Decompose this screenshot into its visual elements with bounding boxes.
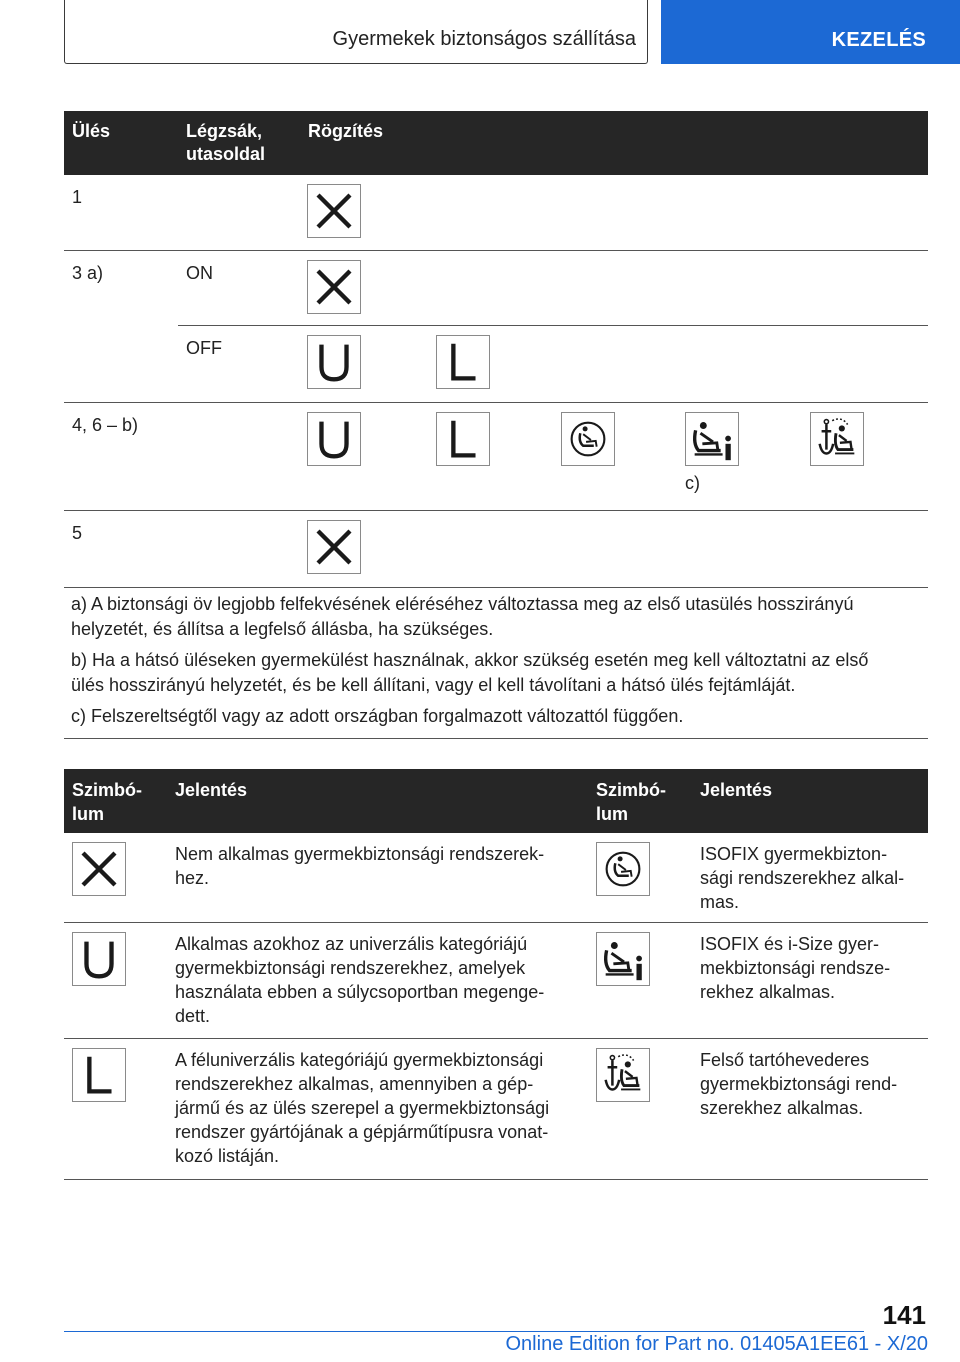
sub-row-divider xyxy=(178,325,928,326)
table-row xyxy=(64,403,928,511)
i-size-seat-icon xyxy=(685,412,739,466)
seat-mounting-table xyxy=(64,111,928,588)
cross-icon xyxy=(307,260,361,314)
top-tether-seat-icon xyxy=(596,1048,650,1102)
i-size-seat-icon xyxy=(596,932,650,986)
seat-label: 4, 6 – b) xyxy=(72,415,139,435)
header-airbag: Légzsák, utasoldal xyxy=(186,121,266,164)
table-row xyxy=(64,175,928,251)
airbag-off-label: OFF xyxy=(186,338,222,358)
header-meaning-2: Jelentés xyxy=(700,780,773,800)
semi-universal-l-icon xyxy=(436,412,490,466)
symbol-legend-table xyxy=(64,769,928,1180)
header-meaning-1: Jelentés xyxy=(175,780,248,800)
isofix-seat-icon xyxy=(561,412,615,466)
meaning-text: ISOFIX gyermekbizton- sági rendszerekhez alkal- mas. xyxy=(700,844,905,912)
chapter-tab[interactable]: KEZELÉS xyxy=(661,0,960,64)
universal-u-icon xyxy=(307,412,361,466)
seat-label: 1 xyxy=(72,187,83,207)
semi-universal-l-icon xyxy=(436,335,490,389)
footnote-c: c) Felszereltségtől vagy az adott országban forgalmazott változattól függően. xyxy=(71,706,684,726)
semi-universal-l-icon xyxy=(72,1048,126,1102)
seat-label: 5 xyxy=(72,523,83,543)
isofix-seat-icon xyxy=(596,842,650,896)
airbag-on-label: ON xyxy=(186,263,213,283)
universal-u-icon xyxy=(307,335,361,389)
universal-u-icon xyxy=(72,932,126,986)
footnotes xyxy=(64,585,928,739)
cross-icon xyxy=(307,520,361,574)
seat-label: 3 a) xyxy=(72,263,104,283)
meaning-text: Nem alkalmas gyermekbiztonsági rendszerek- hez. xyxy=(175,844,545,888)
meaning-text: Felső tartóhevederes gyermekbiztonsági rend- szerekhez alkalmas. xyxy=(700,1050,898,1118)
table-row xyxy=(64,923,928,1039)
section-title: Gyermekek biztonságos szállítása xyxy=(332,28,636,50)
meaning-text: Alkalmas azokhoz az univerzális kategóriájú gyermekbiztonsági rendszerekhez, amelyek használata ebben a súlycsoportban megenge- dett. xyxy=(175,934,545,1026)
header-mounting: Rögzítés xyxy=(308,121,384,141)
cross-icon xyxy=(72,842,126,896)
header-symbol-1: Szimbó- lum xyxy=(72,780,142,824)
table-row xyxy=(64,511,928,588)
footer-divider xyxy=(64,1331,864,1332)
table-row xyxy=(64,833,928,923)
page-number: 141 xyxy=(882,1300,926,1330)
header-seat: Ülés xyxy=(72,121,111,141)
footnote-ref: c) xyxy=(685,473,700,493)
footnote-a-line1: a) A biztonsági öv legjobb felfekvésének eléréséhez változtassa meg az első utasülés hosszirányú xyxy=(71,594,854,614)
footnote-b-line2: ülés hosszirányú helyzetét, és be kell állítani, vagy el kell távolítani a hátsó ülés fejtámláját. xyxy=(71,675,796,695)
table-row xyxy=(64,1039,928,1180)
meaning-text: ISOFIX és i-Size gyer- mekbiztonsági rendsze- rekhez alkalmas. xyxy=(700,934,891,1002)
edition-link[interactable]: Online Edition for Part no. 01405A1EE61 - X/20 xyxy=(505,1333,928,1355)
table-header xyxy=(64,111,928,175)
footnote-b-line1: b) Ha a hátsó üléseken gyermekülést használnak, akkor szükség esetén meg kell változtatni az első xyxy=(71,650,869,670)
table-header xyxy=(64,769,928,833)
table-row xyxy=(64,251,928,403)
header-symbol-2: Szimbó- lum xyxy=(596,780,666,824)
cross-icon xyxy=(307,184,361,238)
top-tether-seat-icon xyxy=(810,412,864,466)
footnote-a-line2: helyzetét, és állítsa a legfelső állásba, ha szükséges. xyxy=(71,619,494,639)
meaning-text: A féluniverzális kategóriájú gyermekbiztonsági rendszerekhez alkalmas, amennyiben a gép- jármű és az ülés szerepel a gyermekbiztonsági rendszer gyártójának a gépjárműtípusra vonat- kozó listáján. xyxy=(175,1050,550,1166)
